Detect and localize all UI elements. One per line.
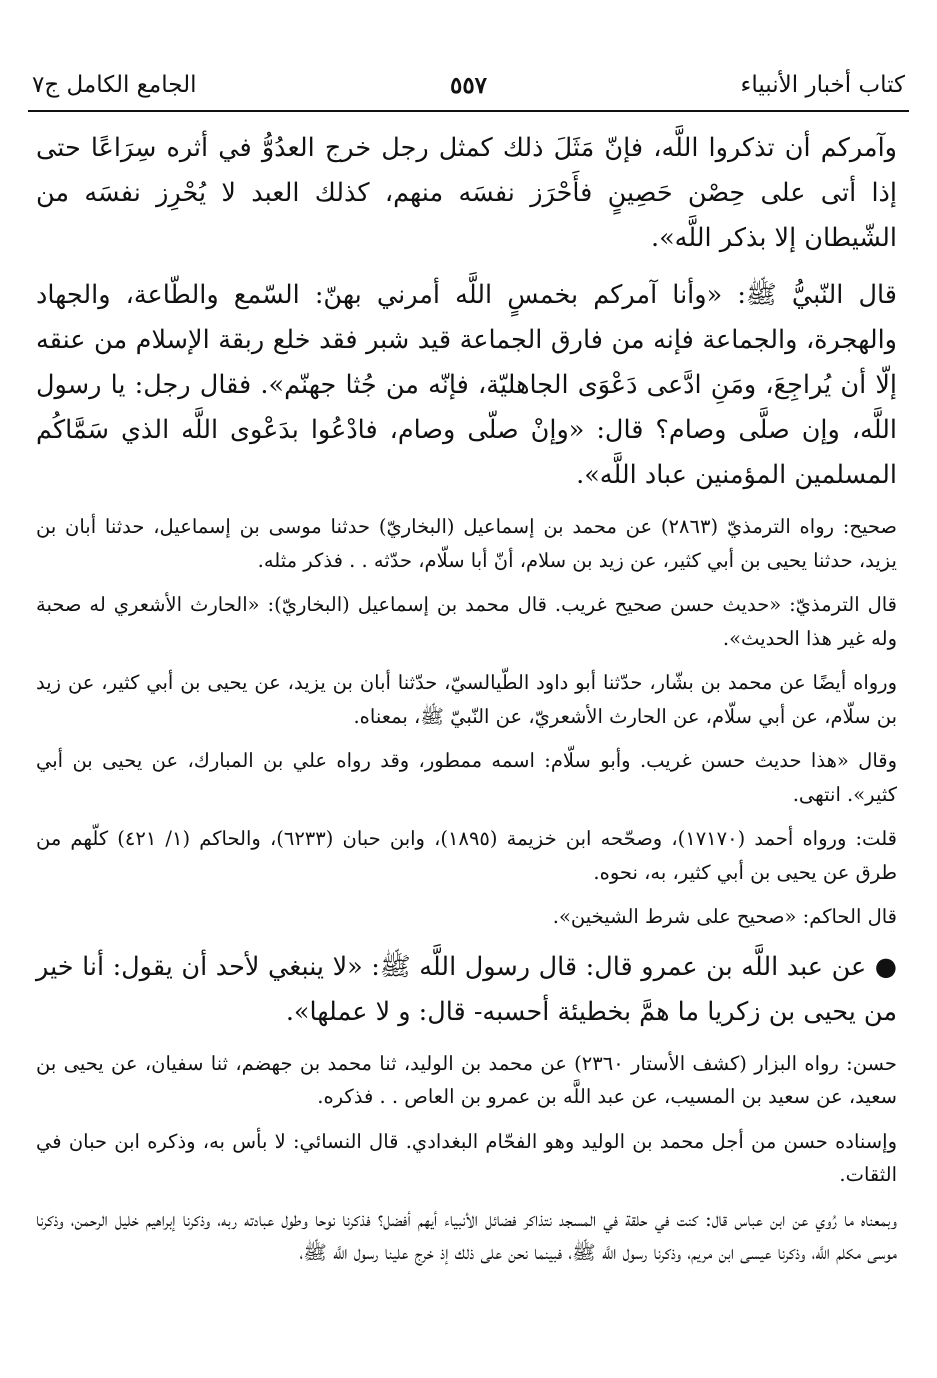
- takhrij-note: قال الترمذيّ: «حديث حسن صحيح غريب. قال محمد بن إسماعيل (البخاريّ): «الحارث الأشعري له صحبة وله غير هذا الحديث».: [36, 593, 897, 650]
- hadith-text: ● عن عبد اللَّه بن عمرو قال: قال رسول اللَّه ﷺ: «لا ينبغي لأحد أن يقول: أنا خير من يحيى بن زكريا ما همَّ بخطيئة أحسبه- قال: و لا عملها».: [36, 951, 897, 1027]
- running-title: كتاب أخبار الأنبياء: [740, 72, 905, 98]
- takhrij-note: وقال «هذا حديث حسن غريب. وأبو سلّام: اسمه ممطور، وقد رواه علي بن المبارك، عن يحيى بن أبي كثير». انتهى.: [36, 749, 897, 806]
- takhrij-note: حسن: رواه البزار (كشف الأستار ٢٣٦٠) عن محمد بن الوليد، ثنا محمد بن جهضم، ثنا سفيان، عن يحيى بن سعيد، عن سعيد بن المسيب، عن عبد اللَّه بن عمرو بن العاص . . فذكره.: [36, 1051, 897, 1108]
- takhrij-note: صحيح: رواه الترمذيّ (٢٨٦٣) عن محمد بن إسماعيل (البخاريّ) حدثنا موسى بن إسماعيل، حدثنا أبان بن يزيد، حدثنا يحيى بن أبي كثير، عن زيد بن سلام، أنّ أبا سلّام، حدّثه . . فذكر مثله.: [36, 515, 897, 572]
- takhrij-note: ورواه أيضًا عن محمد بن بشّار، حدّثنا أبو داود الطّيالسيّ، حدّثنا أبان بن يزيد، عن يحيى بن أبي كثير، عن زيد بن سلّام، عن أبي سلّام، عن الحارث الأشعريّ، عن النّبيّ ﷺ، بمعناه.: [36, 671, 897, 728]
- page-header: [28, 62, 909, 112]
- hadith-text: قال النّبيُّ ﷺ: «وأنا آمركم بخمسٍ اللَّه أمرني بهنّ: السّمع والطّاعة، والجهاد والهجرة، والجماعة فإنه من فارق الجماعة قيد شبر فقد خلع ربقة الإسلام من عنقه إلّا أن يُراجِعَ، ومَنِ ادَّعى دَعْوَى الجاهليّة، فإنّه من جُثا جهنّم». فقال رجل: يا رسول اللَّه، وإن صلَّى وصام؟ قال: «وإنْ صلّى وصام، فادْعُوا بدَعْوى اللَّه الذي سَمَّاكُم المسلمين المؤمنين عباد اللَّه».: [36, 280, 897, 490]
- takhrij-note: قال الحاكم: «صحيح على شرط الشيخين».: [552, 905, 897, 928]
- page-body: [36, 126, 897, 1281]
- takhrij-note: قلت: ورواه أحمد (١٧١٧٠)، وصحّحه ابن خزيمة (١٨٩٥)، وابن حبان (٦٢٣٣)، والحاكم (١/ ٤٢١) كلّهم من طرق عن يحيى بن أبي كثير، به، نحوه.: [36, 827, 897, 884]
- page-number: ٥٥٧: [449, 72, 488, 99]
- volume-title: الجامع الكامل ج٧: [32, 72, 197, 98]
- takhrij-note: وإسناده حسن من أجل محمد بن الوليد وهو الفحّام البغدادي. قال النسائي: لا بأس به، وذكره ابن حبان في الثقات.: [36, 1129, 897, 1186]
- takhrij-note: وبمعناه ما رُوي عن ابن عباس قال: كنت في حلقة في المسجد نتذاكر فضائل الأنبياء أيهم أفضل؟ فذكرنا نوحا وطول عبادته ربه، وذكرنا إبراهيم خليل الرحمن، وذكرنا موسى مكلم اللَّه، وذكرنا عيسى ابن مريم، وذكرنا رسول اللَّه ﷺ، فبينما نحن على ذلك إذ خرج علينا رسول اللَّه ﷺ،: [36, 1207, 897, 1264]
- hadith-text: وآمركم أن تذكروا اللَّه، فإنّ مَثَلَ ذلك كمثل رجل خرج العدُوُّ في أثره سِرَاعًا حتى إذا أتى على حِصْن حَصِينٍ فأَحْرَز نفسَه منهم، كذلك العبد لا يُحْرِز نفسَه من الشّيطان إلا بذكر اللَّه».: [36, 133, 897, 253]
